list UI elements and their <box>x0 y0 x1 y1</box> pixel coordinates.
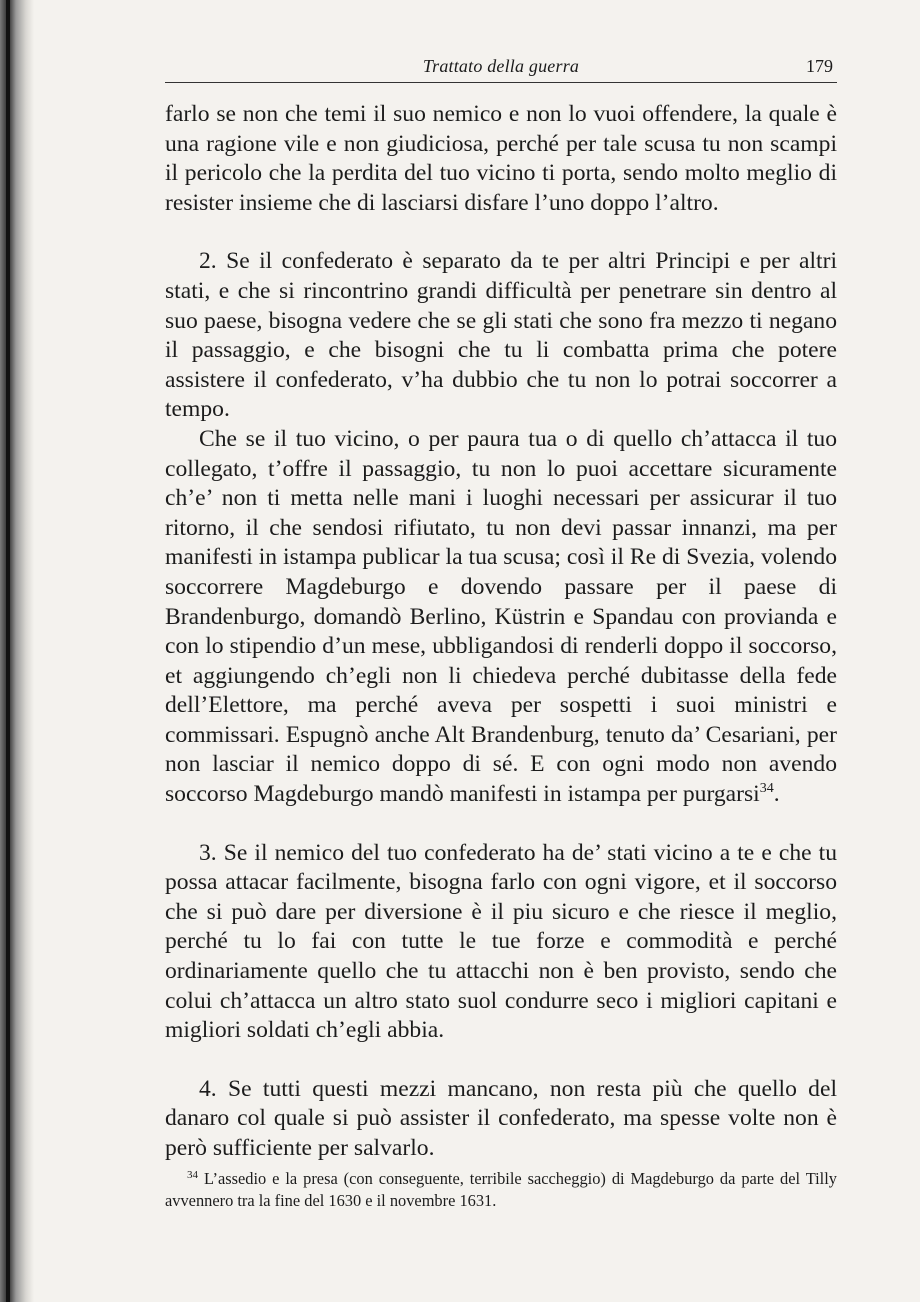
paragraph-continuation: farlo se non che temi il suo nemico e non lo vuoi offendere, la quale è una ragione vile e non giudiciosa, perché per tale scusa tu non scampi il pericolo che la perdita del tuo vicino ti porta, sendo molto meglio di resister insieme che di lasciarsi disfare l’uno doppo l’altro. <box>165 101 837 216</box>
paragraph-trailing-period: . <box>773 781 780 808</box>
book-gutter-shadow <box>0 0 34 1302</box>
paragraph-sweden-example <box>165 425 837 810</box>
page-number: 179 <box>806 56 833 76</box>
paragraph-point-2: 2. Se il confederato è separato da te per altri Principi e per altri stati, e che si rincontrino grandi difficultà per penetrare sin dentro al suo paese, bisogna vedere che se gli stati che sono fra mezzo ti negano il passaggio, e che bisogni che tu li combatta prima che potere assistere il confederato, v’ha dubbio che tu non lo potrai soccorrer a tempo. <box>165 248 837 423</box>
paragraph-point-4: 4. Se tutti questi mezzi mancano, non resta più che quello del danaro col quale si può assister il confederato, ma spesse volte non è però sufficiente per salvarlo. <box>165 1075 837 1161</box>
footnote-text: L’assedio e la presa (con conseguente, terribile saccheggio) di Magdeburgo da parte del Tilly avvennero tra la fine del 1630 e il novembre 1631. <box>165 1169 837 1210</box>
footnote-mark: 34 <box>187 1168 198 1181</box>
paragraph-point-3: 3. Se il nemico del tuo confederato ha de’ stati vicino a te e che tu possa attacar facilmente, bisogna farlo con ogni vigore, et il soccorso che si può dare per diversione è il piu sicuro e che riesce il meglio, perché tu lo fai con tutte le tue forze e commodità e perché ordinariamente quello che tu attacchi non è ben provisto, sendo che colui ch’attacca un altro stato suol condurre seco i migliori capitani e migliori soldati ch’egli abbia. <box>165 839 837 1044</box>
footnote-reference[interactable]: 34 <box>759 781 774 797</box>
page-header <box>165 56 837 83</box>
paragraph-sweden-text: Che se il tuo vicino, o per paura tua o di quello ch’attacca il tuo collegato, t’offre il passaggio, tu non lo puoi accettare sicuramente ch’e’ non ti metta nelle mani i luoghi necessari per assicurar il tuo ritorno, il che sendosi rifiutato, tu non devi passar innanzi, ma per manifesti in istampa publicar la tua scusa; così il Re di Svezia, volendo soccorrere Magdeburgo e dovendo passare per il paese di Brandenburgo, domandò Berlino, Küstrin e Spandau con provianda e con lo stipendio d’un mese, ubbligandosi di renderli doppo il soccorso, et aggiungendo ch’egli non li chiedeva perché dubitasse della fede dell’Elettore, ma perché aveva per sospetti i suoi ministri e commissari. Espugnò anche Alt Brandenburg, tenuto da’ Cesariani, per non lasciar il nemico doppo di sé. E con ogni modo non avendo soccorso Magdeburgo mandò manifesti in istampa per purgarsi <box>165 425 837 808</box>
footnote <box>165 1168 837 1212</box>
running-title: Trattato della guerra <box>422 56 580 76</box>
main-text <box>165 100 837 1164</box>
